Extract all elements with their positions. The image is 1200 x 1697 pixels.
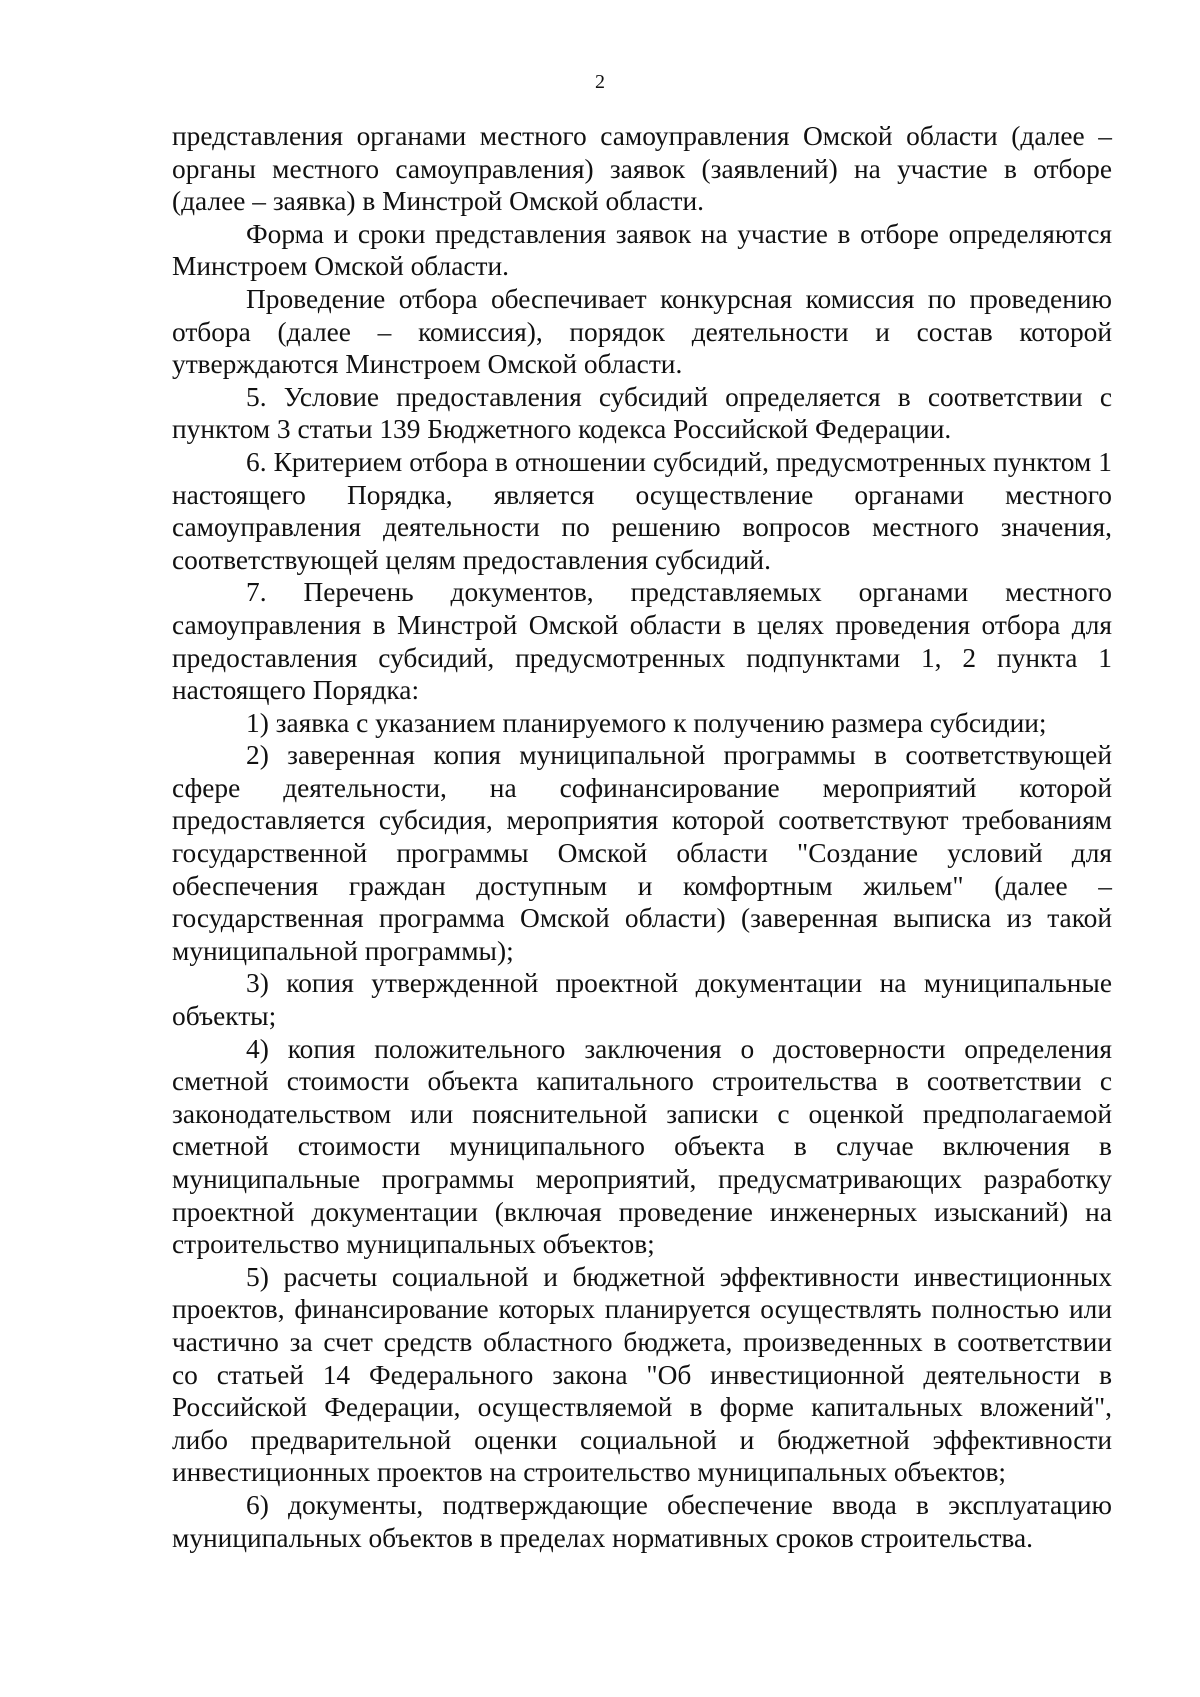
list-item-1: 1) заявка с указанием планируемого к получению размера субсидии; [246, 707, 1047, 738]
list-item-4: 4) копия положительного заключения о достоверности определения сметной стоимости объекта капитального строительства в соответствии с законодательством или пояснительной записки с оценкой предполагаемой сметной стоимости муниципального объекта в случае включения в муниципальные программы мероприятий, предусматривающих разработку проектной документации (включая проведение инженерных изысканий) на строительство муниципальных объектов; [172, 1033, 1112, 1260]
paragraph-application-form: Форма и сроки представления заявок на участие в отборе определяются Минстроем Омской области. [172, 218, 1112, 282]
paragraph-item-5: 5. Условие предоставления субсидий определяется в соответствии с пунктом 3 статьи 139 Бюджетного кодекса Российской Федерации. [172, 381, 1112, 445]
paragraph-item-7: 7. Перечень документов, представляемых органами местного самоуправления в Минстрой Омской области в целях проведения отбора для предоставления субсидий, предусмотренных подпунктами 1, 2 пункта 1 настоящего Порядка: [172, 577, 1112, 706]
page-number: 2 [595, 71, 605, 93]
document-body [172, 120, 1112, 1554]
paragraph-item-6: 6. Критерием отбора в отношении субсидий, предусмотренных пунктом 1 настоящего Порядка, является осуществление органами местного самоуправления деятельности по решению вопросов местного значения, соответствующей целям предоставления субсидий. [172, 446, 1112, 575]
list-item-6: 6) документы, подтверждающие обеспечение ввода в эксплуатацию муниципальных объектов в пределах нормативных сроков строительства. [172, 1489, 1112, 1553]
list-item-2: 2) заверенная копия муниципальной программы в соответствующей сфере деятельности, на софинансирование мероприятий которой предоставляется субсидия, мероприятия которой соответствуют требованиям государственной программы Омской области "Создание условий для обеспечения граждан доступным и комфортным жильем" (далее – государственная программа Омской области) (заверенная выписка из такой муниципальной программы); [172, 740, 1112, 966]
paragraph-continuation: представления органами местного самоуправления Омской области (далее – органы местного самоуправления) заявок (заявлений) на участие в отборе (далее – заявка) в Минстрой Омской области. [172, 121, 1112, 217]
paragraph-commission: Проведение отбора обеспечивает конкурсная комиссия по проведению отбора (далее – комиссия), порядок деятельности и состав которой утверждаются Минстроем Омской области. [172, 283, 1112, 380]
list-item-5: 5) расчеты социальной и бюджетной эффективности инвестиционных проектов, финансирование которых планируется осуществлять полностью или частично за счет средств областного бюджета, произведенных в соответствии со статьей 14 Федерального закона "Об инвестиционной деятельности в Российской Федерации, осуществляемой в форме капитальных вложений", либо предварительной оценки социальной и бюджетной эффективности инвестиционных проектов на строительство муниципальных объектов; [172, 1261, 1112, 1488]
list-item-3: 3) копия утвержденной проектной документации на муниципальные объекты; [172, 968, 1112, 1032]
